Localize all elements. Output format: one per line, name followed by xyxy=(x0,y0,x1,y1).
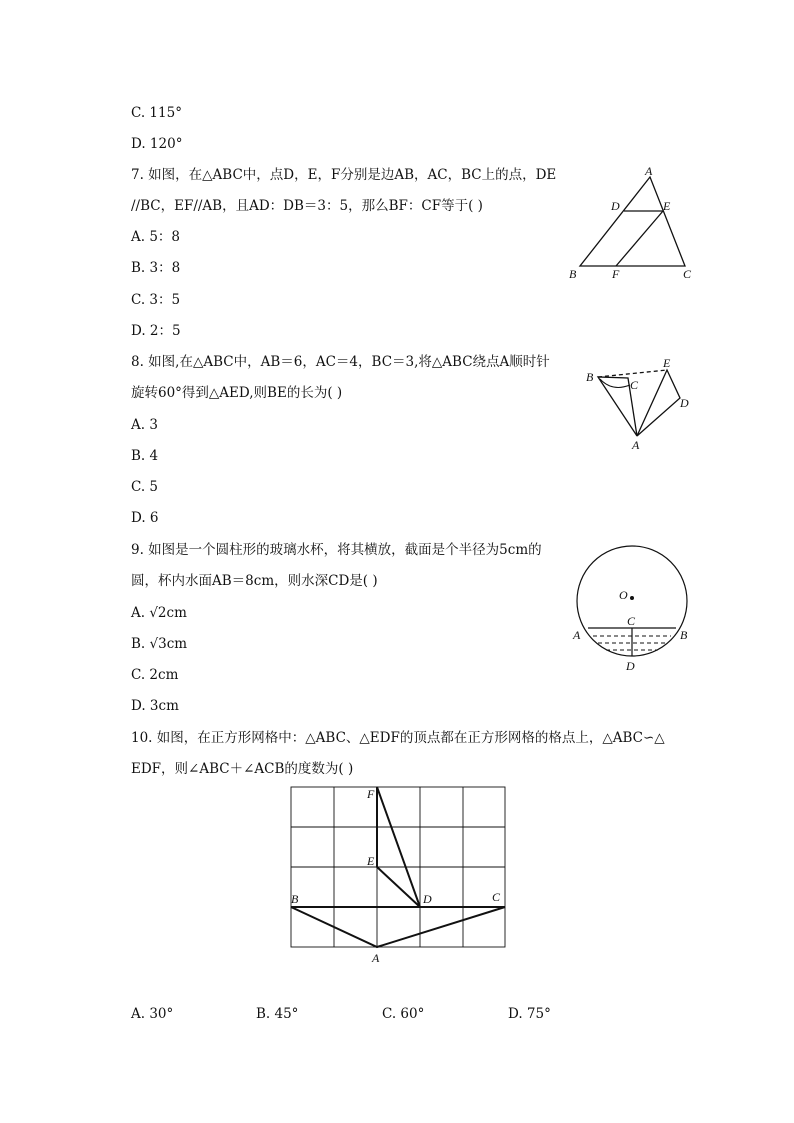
q8-label-b: B xyxy=(586,370,594,384)
q9-label-c: C xyxy=(627,614,636,628)
q8-label-c: C xyxy=(630,378,639,392)
q8-option-c[interactable]: C. 5 xyxy=(131,479,159,495)
q8-stem-line2: 旋转60°得到△AED,则BE的长为( ) xyxy=(131,385,343,401)
q10-option-d[interactable]: D. 75° xyxy=(508,1006,551,1022)
q10-grid-figure xyxy=(280,780,520,970)
q6-option-c[interactable]: C. 115° xyxy=(131,105,182,121)
q10-label-a: A xyxy=(372,951,380,965)
q10-option-b[interactable]: B. 45° xyxy=(256,1006,299,1022)
q7-option-a[interactable]: A. 5：8 xyxy=(131,229,181,245)
q9-option-c[interactable]: C. 2cm xyxy=(131,667,179,683)
q7-label-a: A xyxy=(645,164,653,178)
q9-label-a: A xyxy=(573,628,581,642)
q8-segment-be xyxy=(598,370,667,377)
q8-option-b[interactable]: B. 4 xyxy=(131,448,159,464)
q7-option-b[interactable]: B. 3：8 xyxy=(131,260,181,276)
q10-triangle-edf xyxy=(377,787,420,907)
q9-label-d: D xyxy=(626,659,635,673)
q10-label-b: B xyxy=(291,892,299,906)
q10-label-e: E xyxy=(367,854,375,868)
q9-stem-line2: 圆，杯内水面AB＝8cm，则水深CD是( ) xyxy=(131,573,378,589)
q9-center-point xyxy=(630,596,634,600)
q10-label-f: F xyxy=(367,787,375,801)
q10-stem-line2: EDF，则∠ABC＋∠ACB的度数为( ) xyxy=(131,761,354,777)
q7-figure xyxy=(560,160,710,285)
q7-label-b: B xyxy=(569,267,577,281)
q9-option-d[interactable]: D. 3cm xyxy=(131,698,179,714)
q10-stem-line1: 10. 如图，在正方形网格中：△ABC、△EDF的顶点都在正方形网格的格点上，△ABC∽△ xyxy=(131,730,665,746)
q7-triangle-abc xyxy=(580,177,685,266)
q9-figure xyxy=(565,540,700,675)
q7-label-f: F xyxy=(612,267,620,281)
q7-label-c: C xyxy=(683,267,692,281)
q8-stem-line1: 8. 如图,在△ABC中，AB＝6，AC＝4，BC＝3,将△ABC绕点A顺时针 xyxy=(131,354,550,370)
q6-option-d[interactable]: D. 120° xyxy=(131,136,183,152)
q7-label-e: E xyxy=(663,199,671,213)
q9-stem-line1: 9. 如图是一个圆柱形的玻璃水杯，将其横放，截面是个半径为5cm的 xyxy=(131,542,542,558)
q10-option-a[interactable]: A. 30° xyxy=(131,1006,174,1022)
q9-label-o: O xyxy=(619,588,628,602)
q9-label-b: B xyxy=(680,628,688,642)
q10-label-d: D xyxy=(423,892,432,906)
q10-option-c[interactable]: C. 60° xyxy=(382,1006,425,1022)
q8-figure xyxy=(580,350,700,455)
q8-triangle-aed xyxy=(637,370,680,436)
q8-label-d: D xyxy=(680,396,689,410)
q9-option-a[interactable]: A. √2cm xyxy=(131,605,187,621)
q7-label-d: D xyxy=(611,199,620,213)
q8-option-d[interactable]: D. 6 xyxy=(131,510,159,526)
q10-label-c: C xyxy=(492,890,501,904)
q9-option-b[interactable]: B. √3cm xyxy=(131,636,188,652)
q7-segment-ef xyxy=(616,211,663,266)
q7-option-d[interactable]: D. 2：5 xyxy=(131,323,181,339)
q7-option-c[interactable]: C. 3：5 xyxy=(131,292,181,308)
q7-stem-line1: 7. 如图，在△ABC中，点D，E，F分别是边AB，AC，BC上的点，DE xyxy=(131,167,557,183)
q8-label-a: A xyxy=(632,438,640,452)
q7-stem-line2: //BC，EF//AB，且AD：DB＝3：5，那么BF：CF等于( ) xyxy=(131,198,483,214)
q10-triangle-abc xyxy=(291,907,505,947)
q8-option-a[interactable]: A. 3 xyxy=(131,417,158,433)
q8-label-e: E xyxy=(663,356,671,370)
